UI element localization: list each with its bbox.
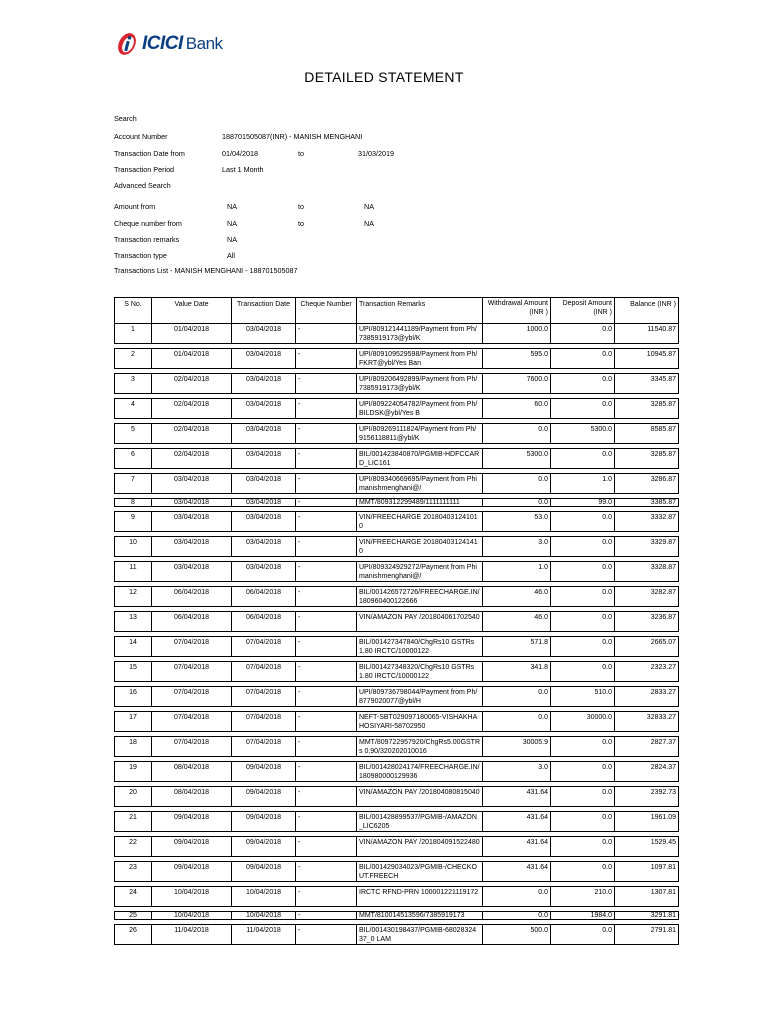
cell-deposit: 1.0 <box>551 474 615 494</box>
cell-deposit: 0.0 <box>551 562 615 582</box>
cell-value-date: 09/04/2018 <box>152 837 232 857</box>
period-value: Last 1 Month <box>222 165 264 174</box>
cell-deposit: 0.0 <box>551 349 615 369</box>
table-row <box>115 537 679 557</box>
col-header-cheque-number: Cheque Number <box>296 298 357 324</box>
cell-cheque-number: - <box>296 424 357 444</box>
cell-cheque-number: - <box>296 537 357 557</box>
cell-cheque-number: - <box>296 449 357 469</box>
table-row <box>115 612 679 632</box>
cell-deposit: 0.0 <box>551 862 615 882</box>
cell-deposit: 0.0 <box>551 512 615 532</box>
date-to-label: to <box>298 149 304 158</box>
cell-sno: 5 <box>115 424 152 444</box>
table-row <box>115 837 679 857</box>
cell-sno: 4 <box>115 399 152 419</box>
transactions-table <box>114 297 679 945</box>
period-label: Transaction Period <box>114 165 175 174</box>
cell-value-date: 06/04/2018 <box>152 612 232 632</box>
cell-withdrawal: 3.0 <box>483 537 551 557</box>
cell-remarks: VIN/AMAZON PAY /201804080815040 <box>357 787 483 807</box>
cell-balance: 3236.87 <box>615 612 679 632</box>
table-row <box>115 449 679 469</box>
cell-deposit: 0.0 <box>551 737 615 757</box>
table-row <box>115 862 679 882</box>
cell-value-date: 02/04/2018 <box>152 374 232 394</box>
cell-sno: 22 <box>115 837 152 857</box>
cell-cheque-number: - <box>296 637 357 657</box>
table-row <box>115 787 679 807</box>
cell-cheque-number: - <box>296 612 357 632</box>
cell-transaction-date: 10/04/2018 <box>232 887 296 907</box>
cell-cheque-number: - <box>296 587 357 607</box>
cell-cheque-number: - <box>296 812 357 832</box>
cell-value-date: 03/04/2018 <box>152 537 232 557</box>
cell-withdrawal: 0.0 <box>483 912 551 920</box>
table-row <box>115 474 679 494</box>
cell-transaction-date: 03/04/2018 <box>232 399 296 419</box>
cell-balance: 2824.37 <box>615 762 679 782</box>
cell-remarks: BIL/001427348320/ChgRs10 GSTRs1.80 IRCTC/10000122 <box>357 662 483 682</box>
cell-value-date: 01/04/2018 <box>152 349 232 369</box>
cell-sno: 16 <box>115 687 152 707</box>
cheque-from-value: NA <box>227 219 237 228</box>
date-from-value: 01/04/2018 <box>222 149 258 158</box>
cell-transaction-date: 03/04/2018 <box>232 449 296 469</box>
date-to-value: 31/03/2019 <box>358 149 394 158</box>
cell-deposit: 30000.0 <box>551 712 615 732</box>
cell-remarks: UPI/809269111824/Payment from Ph/9156118811@ybl/K <box>357 424 483 444</box>
table-row <box>115 374 679 394</box>
cell-remarks: VIN/FREECHARGE 201804031241010 <box>357 512 483 532</box>
type-label: Transaction type <box>114 251 167 260</box>
table-header-row <box>115 298 679 324</box>
cell-transaction-date: 03/04/2018 <box>232 537 296 557</box>
cell-withdrawal: 431.64 <box>483 837 551 857</box>
cell-remarks: IRCTC RFND-PRN 100001221119172 <box>357 887 483 907</box>
amount-from-label: Amount from <box>114 202 156 211</box>
cell-cheque-number: - <box>296 324 357 344</box>
cell-sno: 10 <box>115 537 152 557</box>
cell-withdrawal: 1.0 <box>483 562 551 582</box>
cell-value-date: 07/04/2018 <box>152 737 232 757</box>
cell-transaction-date: 09/04/2018 <box>232 837 296 857</box>
cell-withdrawal: 46.0 <box>483 612 551 632</box>
cell-deposit: 0.0 <box>551 374 615 394</box>
cell-sno: 7 <box>115 474 152 494</box>
cell-withdrawal: 0.0 <box>483 887 551 907</box>
cell-balance: 2827.37 <box>615 737 679 757</box>
cell-withdrawal: 1000.0 <box>483 324 551 344</box>
cell-transaction-date: 07/04/2018 <box>232 712 296 732</box>
cell-value-date: 07/04/2018 <box>152 687 232 707</box>
cell-value-date: 08/04/2018 <box>152 762 232 782</box>
cell-deposit: 0.0 <box>551 637 615 657</box>
cell-sno: 21 <box>115 812 152 832</box>
cell-remarks: UPI/809109529598/Payment from Ph/FKRT@ybl/Yes Ban <box>357 349 483 369</box>
cell-withdrawal: 3.0 <box>483 762 551 782</box>
cell-balance: 2791.81 <box>615 925 679 945</box>
cell-withdrawal: 30005.9 <box>483 737 551 757</box>
cell-deposit: 0.0 <box>551 812 615 832</box>
icici-logo-icon <box>114 31 140 57</box>
table-row <box>115 512 679 532</box>
cell-value-date: 07/04/2018 <box>152 662 232 682</box>
cell-transaction-date: 06/04/2018 <box>232 587 296 607</box>
col-header-value-date: Value Date <box>152 298 232 324</box>
cell-transaction-date: 09/04/2018 <box>232 762 296 782</box>
cell-sno: 15 <box>115 662 152 682</box>
cell-sno: 3 <box>115 374 152 394</box>
cell-sno: 13 <box>115 612 152 632</box>
col-header-transaction-date: Transaction Date <box>232 298 296 324</box>
cell-remarks: BIL/001426572726/FREECHARGE.IN/ 180960400122666 <box>357 587 483 607</box>
cell-value-date: 02/04/2018 <box>152 399 232 419</box>
cell-deposit: 0.0 <box>551 324 615 344</box>
search-heading: Search <box>114 114 137 123</box>
cell-remarks: BIL/001429034023/PGMIB-/CHECKOUT.FREECH <box>357 862 483 882</box>
cell-balance: 3286.87 <box>615 474 679 494</box>
cell-transaction-date: 03/04/2018 <box>232 349 296 369</box>
table-row <box>115 399 679 419</box>
col-header-deposit: Deposit Amount (INR ) <box>551 298 615 324</box>
table-row <box>115 499 679 507</box>
cell-balance: 3282.87 <box>615 587 679 607</box>
cell-remarks: VIN/AMAZON PAY /201804091522480 <box>357 837 483 857</box>
cell-balance: 2392.73 <box>615 787 679 807</box>
col-header-remarks: Transaction Remarks <box>357 298 483 324</box>
cell-deposit: 0.0 <box>551 612 615 632</box>
table-row <box>115 324 679 344</box>
cell-withdrawal: 0.0 <box>483 499 551 507</box>
cell-value-date: 10/04/2018 <box>152 887 232 907</box>
cell-deposit: 0.0 <box>551 399 615 419</box>
col-header-sno: S No. <box>115 298 152 324</box>
cell-sno: 14 <box>115 637 152 657</box>
cell-cheque-number: - <box>296 349 357 369</box>
cell-value-date: 03/04/2018 <box>152 499 232 507</box>
cell-deposit: 0.0 <box>551 762 615 782</box>
cell-remarks: UPI/809224054782/Payment from Ph/BILDSK@ybl/Yes B <box>357 399 483 419</box>
cell-balance: 10945.87 <box>615 349 679 369</box>
cell-transaction-date: 07/04/2018 <box>232 637 296 657</box>
table-row <box>115 687 679 707</box>
cell-transaction-date: 03/04/2018 <box>232 562 296 582</box>
cell-sno: 2 <box>115 349 152 369</box>
cell-cheque-number: - <box>296 374 357 394</box>
cell-balance: 3345.87 <box>615 374 679 394</box>
cell-balance: 2323.27 <box>615 662 679 682</box>
col-header-withdrawal: Withdrawal Amount (INR ) <box>483 298 551 324</box>
cell-remarks: BIL/001428024174/FREECHARGE.IN/ 180980000129936 <box>357 762 483 782</box>
cell-withdrawal: 431.64 <box>483 787 551 807</box>
transactions-body <box>115 324 679 945</box>
cell-balance: 1307.81 <box>615 887 679 907</box>
cell-withdrawal: 53.0 <box>483 512 551 532</box>
cell-cheque-number: - <box>296 399 357 419</box>
cell-remarks: BIL/001428899537/PGMIB-/AMAZON_LIC6205 <box>357 812 483 832</box>
cell-deposit: 0.0 <box>551 587 615 607</box>
table-row <box>115 637 679 657</box>
transactions-list-heading: Transactions List - MANISH MENGHANI - 188701505087 <box>114 266 298 275</box>
page-title: DETAILED STATEMENT <box>304 69 464 85</box>
cell-value-date: 07/04/2018 <box>152 712 232 732</box>
cell-transaction-date: 03/04/2018 <box>232 512 296 532</box>
cell-remarks: BIL/001427347840/ChgRs10 GSTRs1.80 IRCTC/10000122 <box>357 637 483 657</box>
cell-cheque-number: - <box>296 887 357 907</box>
amount-from-value: NA <box>227 202 237 211</box>
cell-cheque-number: - <box>296 687 357 707</box>
cell-balance: 1961.09 <box>615 812 679 832</box>
cell-deposit: 1984.0 <box>551 912 615 920</box>
cell-transaction-date: 03/04/2018 <box>232 324 296 344</box>
cheque-to-label: to <box>298 219 304 228</box>
cell-deposit: 5300.0 <box>551 424 615 444</box>
cell-deposit: 0.0 <box>551 925 615 945</box>
cell-value-date: 07/04/2018 <box>152 637 232 657</box>
amount-to-value: NA <box>364 202 374 211</box>
cell-cheque-number: - <box>296 837 357 857</box>
cell-transaction-date: 09/04/2018 <box>232 862 296 882</box>
cell-balance: 1529.45 <box>615 837 679 857</box>
cell-balance: 3285.87 <box>615 399 679 419</box>
cell-withdrawal: 60.0 <box>483 399 551 419</box>
cell-transaction-date: 03/04/2018 <box>232 374 296 394</box>
cell-balance: 2833.27 <box>615 687 679 707</box>
cell-withdrawal: 500.0 <box>483 925 551 945</box>
cell-value-date: 03/04/2018 <box>152 562 232 582</box>
cell-remarks: UPI/809206492899/Payment from Ph/7385919173@ybl/K <box>357 374 483 394</box>
cell-sno: 9 <box>115 512 152 532</box>
cell-remarks: MMT/809312299489/1111111111 <box>357 499 483 507</box>
cell-sno: 24 <box>115 887 152 907</box>
cell-cheque-number: - <box>296 912 357 920</box>
table-row <box>115 762 679 782</box>
cell-withdrawal: 0.0 <box>483 474 551 494</box>
cell-remarks: VIN/FREECHARGE 201804031241410 <box>357 537 483 557</box>
cell-transaction-date: 09/04/2018 <box>232 812 296 832</box>
cell-withdrawal: 0.0 <box>483 712 551 732</box>
table-row <box>115 562 679 582</box>
cell-transaction-date: 06/04/2018 <box>232 612 296 632</box>
cell-withdrawal: 431.64 <box>483 862 551 882</box>
cell-deposit: 210.0 <box>551 887 615 907</box>
cell-balance: 1097.81 <box>615 862 679 882</box>
cell-withdrawal: 7600.0 <box>483 374 551 394</box>
cell-transaction-date: 07/04/2018 <box>232 662 296 682</box>
table-row <box>115 925 679 945</box>
cell-withdrawal: 46.0 <box>483 587 551 607</box>
cell-value-date: 01/04/2018 <box>152 324 232 344</box>
cell-remarks: UPI/809121441189/Payment from Ph/7385919173@ybl/K <box>357 324 483 344</box>
cell-sno: 18 <box>115 737 152 757</box>
cell-balance: 3385.87 <box>615 499 679 507</box>
cell-balance: 8585.87 <box>615 424 679 444</box>
bank-name: ICICI Bank <box>142 33 223 54</box>
col-header-balance: Balance (INR ) <box>615 298 679 324</box>
cell-remarks: MMT/809722957920/ChgRs5.00GSTRs 0.90/320202010016 <box>357 737 483 757</box>
cell-remarks: NEFT-SBT029097180065-VISHAKHA HOSIYARI-58702950 <box>357 712 483 732</box>
cell-cheque-number: - <box>296 562 357 582</box>
cell-deposit: 0.0 <box>551 787 615 807</box>
cell-sno: 6 <box>115 449 152 469</box>
account-value: 188701505087(INR) - MANISH MENGHANI <box>222 132 363 141</box>
cell-withdrawal: 0.0 <box>483 424 551 444</box>
cell-withdrawal: 595.0 <box>483 349 551 369</box>
cell-transaction-date: 09/04/2018 <box>232 787 296 807</box>
remarks-label: Transaction remarks <box>114 235 180 244</box>
cell-value-date: 02/04/2018 <box>152 424 232 444</box>
cell-cheque-number: - <box>296 737 357 757</box>
cell-sno: 8 <box>115 499 152 507</box>
cell-deposit: 0.0 <box>551 837 615 857</box>
cell-withdrawal: 341.8 <box>483 662 551 682</box>
cell-cheque-number: - <box>296 662 357 682</box>
cell-cheque-number: - <box>296 925 357 945</box>
cell-remarks: BIL/001423840870/PGMIB-HDFCCARD_LIC161 <box>357 449 483 469</box>
cell-remarks: VIN/AMAZON PAY /201804061702540 <box>357 612 483 632</box>
cell-remarks: UPI/809324929272/Payment from Phimanishmenghani@/ <box>357 562 483 582</box>
cell-sno: 17 <box>115 712 152 732</box>
cell-value-date: 10/04/2018 <box>152 912 232 920</box>
cell-withdrawal: 5300.0 <box>483 449 551 469</box>
cell-value-date: 06/04/2018 <box>152 587 232 607</box>
cell-sno: 11 <box>115 562 152 582</box>
cell-withdrawal: 431.64 <box>483 812 551 832</box>
cell-balance: 3291.81 <box>615 912 679 920</box>
remarks-value: NA <box>227 235 237 244</box>
table-row <box>115 912 679 920</box>
cell-value-date: 11/04/2018 <box>152 925 232 945</box>
table-row <box>115 887 679 907</box>
cell-value-date: 09/04/2018 <box>152 862 232 882</box>
cell-cheque-number: - <box>296 512 357 532</box>
cell-cheque-number: - <box>296 787 357 807</box>
amount-to-label: to <box>298 202 304 211</box>
icici-bank-logo <box>114 31 223 57</box>
cell-transaction-date: 07/04/2018 <box>232 687 296 707</box>
cell-balance: 11540.87 <box>615 324 679 344</box>
cell-transaction-date: 03/04/2018 <box>232 499 296 507</box>
cell-cheque-number: - <box>296 474 357 494</box>
account-label: Account Number <box>114 132 168 141</box>
table-row <box>115 587 679 607</box>
cell-sno: 19 <box>115 762 152 782</box>
cell-cheque-number: - <box>296 712 357 732</box>
cell-value-date: 03/04/2018 <box>152 474 232 494</box>
cell-sno: 12 <box>115 587 152 607</box>
cell-transaction-date: 03/04/2018 <box>232 474 296 494</box>
cell-value-date: 09/04/2018 <box>152 812 232 832</box>
cell-balance: 3328.87 <box>615 562 679 582</box>
cell-cheque-number: - <box>296 862 357 882</box>
cell-transaction-date: 11/04/2018 <box>232 925 296 945</box>
cell-deposit: 0.0 <box>551 449 615 469</box>
cell-deposit: 0.0 <box>551 537 615 557</box>
cell-balance: 32833.27 <box>615 712 679 732</box>
cell-sno: 26 <box>115 925 152 945</box>
cell-value-date: 03/04/2018 <box>152 512 232 532</box>
cell-cheque-number: - <box>296 499 357 507</box>
cell-withdrawal: 0.0 <box>483 687 551 707</box>
cell-remarks: BIL/001430198437/PGMIB-6802832437_0 LAM <box>357 925 483 945</box>
cell-withdrawal: 571.8 <box>483 637 551 657</box>
cell-sno: 23 <box>115 862 152 882</box>
cell-cheque-number: - <box>296 762 357 782</box>
cell-value-date: 02/04/2018 <box>152 449 232 469</box>
type-value: All <box>227 251 235 260</box>
advanced-search-heading: Advanced Search <box>114 181 171 190</box>
cell-value-date: 08/04/2018 <box>152 787 232 807</box>
cell-sno: 20 <box>115 787 152 807</box>
date-from-label: Transaction Date from <box>114 149 185 158</box>
table-row <box>115 662 679 682</box>
table-row <box>115 737 679 757</box>
table-row <box>115 712 679 732</box>
cell-remarks: UPI/809340669695/Payment from Phimanishmenghani@/ <box>357 474 483 494</box>
cell-transaction-date: 03/04/2018 <box>232 424 296 444</box>
cell-remarks: MMT/810014513596/7385919173 <box>357 912 483 920</box>
cell-deposit: 0.0 <box>551 662 615 682</box>
cell-transaction-date: 07/04/2018 <box>232 737 296 757</box>
table-row <box>115 424 679 444</box>
cell-deposit: 510.0 <box>551 687 615 707</box>
cell-remarks: UPI/809736798044/Payment from Ph/8779020077@ybl/H <box>357 687 483 707</box>
table-row <box>115 349 679 369</box>
cell-deposit: 99.0 <box>551 499 615 507</box>
cell-balance: 3329.87 <box>615 537 679 557</box>
table-row <box>115 812 679 832</box>
cell-balance: 3285.87 <box>615 449 679 469</box>
cheque-from-label: Cheque number from <box>114 219 182 228</box>
cell-transaction-date: 10/04/2018 <box>232 912 296 920</box>
cell-balance: 2665.07 <box>615 637 679 657</box>
cheque-to-value: NA <box>364 219 374 228</box>
cell-sno: 1 <box>115 324 152 344</box>
cell-sno: 25 <box>115 912 152 920</box>
cell-balance: 3332.87 <box>615 512 679 532</box>
